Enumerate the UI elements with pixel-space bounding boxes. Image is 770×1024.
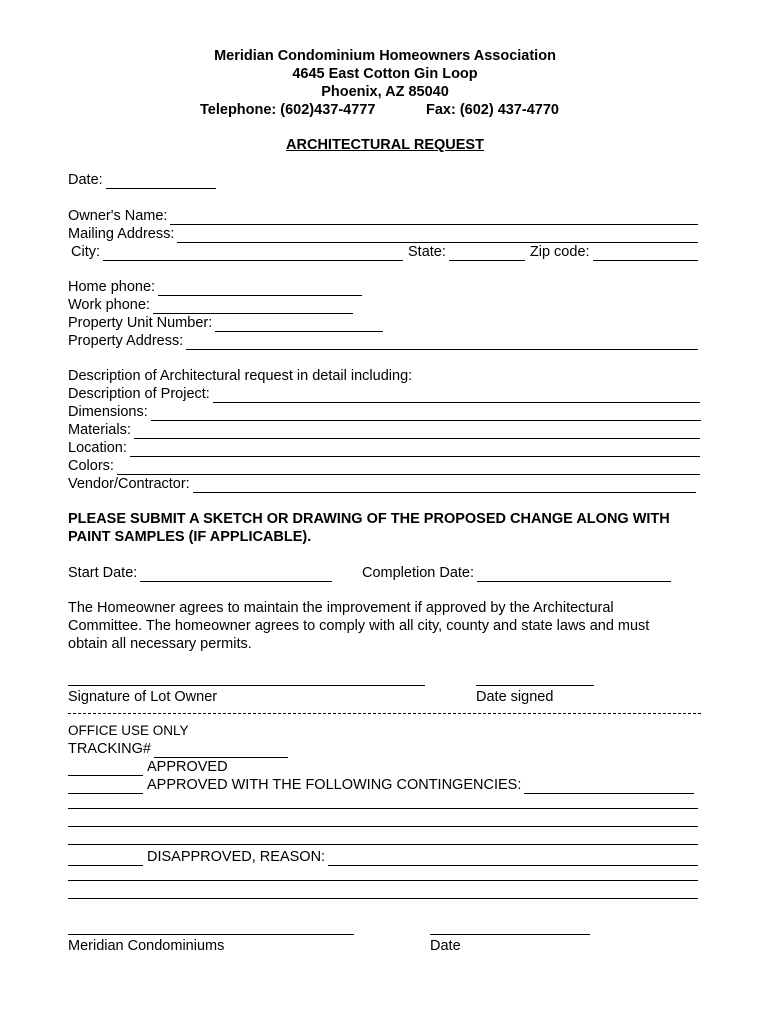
meridian-date-label: Date: [430, 938, 461, 954]
contingencies-line-3[interactable]: [68, 844, 698, 845]
description-intro: Description of Architectural request in detail including:: [68, 368, 413, 384]
date-label: Date:: [68, 172, 103, 188]
date-signed-line[interactable]: [476, 685, 594, 686]
fax: Fax: (602) 437-4770: [426, 102, 559, 118]
agreement-line1: The Homeowner agrees to maintain the improvement if approved by the Architectural: [68, 600, 614, 616]
completion-date-row: [362, 564, 671, 582]
property-address-row: [68, 332, 698, 350]
agreement-line3: obtain all necessary permits.: [68, 636, 252, 652]
location-field[interactable]: [130, 443, 700, 457]
start-date-field[interactable]: [140, 568, 332, 582]
approved-contingencies-row: [68, 776, 694, 794]
materials-field[interactable]: [134, 425, 700, 439]
tracking-row: [68, 740, 288, 758]
project-label: Description of Project:: [68, 386, 210, 402]
vendor-field[interactable]: [193, 479, 696, 493]
work-phone-field[interactable]: [153, 300, 353, 314]
owner-name-label: Owner's Name:: [68, 208, 168, 224]
approved-label: APPROVED: [147, 759, 228, 775]
owner-name-row: [68, 207, 698, 225]
owner-signature-line[interactable]: [68, 685, 425, 686]
tracking-field[interactable]: [154, 744, 288, 758]
date-row: [68, 171, 216, 189]
unit-number-label: Property Unit Number:: [68, 315, 213, 331]
state-label: State:: [408, 244, 446, 260]
city-label: City:: [71, 244, 100, 260]
work-phone-row: [68, 296, 353, 314]
work-phone-label: Work phone:: [68, 297, 150, 313]
unit-number-field[interactable]: [215, 318, 383, 332]
office-heading: OFFICE USE ONLY: [68, 723, 189, 738]
property-address-label: Property Address:: [68, 333, 184, 349]
dimensions-label: Dimensions:: [68, 404, 148, 420]
meridian-label: Meridian Condominiums: [68, 938, 225, 954]
location-label: Location:: [68, 440, 127, 456]
disapproved-row: [68, 848, 698, 866]
location-row: [68, 439, 700, 457]
state-field[interactable]: [449, 247, 525, 261]
completion-date-label: Completion Date:: [362, 565, 475, 581]
notice-line1: PLEASE SUBMIT A SKETCH OR DRAWING OF THE PROPOSED CHANGE ALONG WITH: [68, 511, 670, 527]
disapproved-check[interactable]: [68, 852, 143, 866]
contingencies-field[interactable]: [524, 780, 694, 794]
completion-date-field[interactable]: [477, 568, 671, 582]
approved-field[interactable]: [68, 762, 143, 776]
home-phone-field[interactable]: [158, 282, 362, 296]
unit-number-row: [68, 314, 383, 332]
city-row: [71, 243, 698, 261]
start-date-row: [68, 564, 332, 582]
approved-contingencies-check[interactable]: [68, 780, 143, 794]
vendor-label: Vendor/Contractor:: [68, 476, 190, 492]
start-date-label: Start Date:: [68, 565, 138, 581]
approved-contingencies-label: APPROVED WITH THE FOLLOWING CONTINGENCIES:: [147, 777, 522, 793]
owner-name-field[interactable]: [170, 211, 698, 225]
dimensions-field[interactable]: [151, 407, 701, 421]
disapproved-label: DISAPPROVED, REASON:: [147, 849, 326, 865]
page-title: ARCHITECTURAL REQUEST: [286, 137, 484, 153]
colors-field[interactable]: [117, 461, 700, 475]
org-address-line1: 4645 East Cotton Gin Loop: [292, 66, 478, 82]
notice-line2: PAINT SAMPLES (IF APPLICABLE).: [68, 529, 312, 545]
reason-line-1[interactable]: [68, 880, 698, 881]
property-address-field[interactable]: [186, 336, 698, 350]
home-phone-row: [68, 278, 362, 296]
zip-field[interactable]: [593, 247, 698, 261]
mailing-address-label: Mailing Address:: [68, 226, 175, 242]
colors-label: Colors:: [68, 458, 114, 474]
contingencies-line-1[interactable]: [68, 808, 698, 809]
project-field[interactable]: [213, 389, 700, 403]
date-signed-label: Date signed: [476, 689, 554, 705]
disapproved-reason-field[interactable]: [328, 852, 698, 866]
project-row: [68, 385, 700, 403]
meridian-date-line[interactable]: [430, 934, 590, 935]
agreement-line2: Committee. The homeowner agrees to comply with all city, county and state laws and must: [68, 618, 650, 634]
mailing-address-row: [68, 225, 698, 243]
mailing-address-field[interactable]: [177, 229, 698, 243]
tracking-label: TRACKING#: [68, 741, 151, 757]
owner-signature-label: Signature of Lot Owner: [68, 689, 218, 705]
approved-row: [68, 758, 228, 776]
reason-line-2[interactable]: [68, 898, 698, 899]
org-address-line2: Phoenix, AZ 85040: [321, 84, 449, 100]
city-field[interactable]: [103, 247, 403, 261]
vendor-row: [68, 475, 696, 493]
materials-row: [68, 421, 700, 439]
zip-label: Zip code:: [529, 244, 590, 260]
telephone: Telephone: (602)437-4777: [200, 102, 376, 118]
date-field[interactable]: [106, 175, 216, 189]
contingencies-line-2[interactable]: [68, 826, 698, 827]
home-phone-label: Home phone:: [68, 279, 156, 295]
separator-dashed: [68, 713, 701, 714]
dimensions-row: [68, 403, 701, 421]
org-name: Meridian Condominium Homeowners Association: [214, 48, 556, 64]
materials-label: Materials:: [68, 422, 131, 438]
meridian-signature-line[interactable]: [68, 934, 354, 935]
colors-row: [68, 457, 700, 475]
